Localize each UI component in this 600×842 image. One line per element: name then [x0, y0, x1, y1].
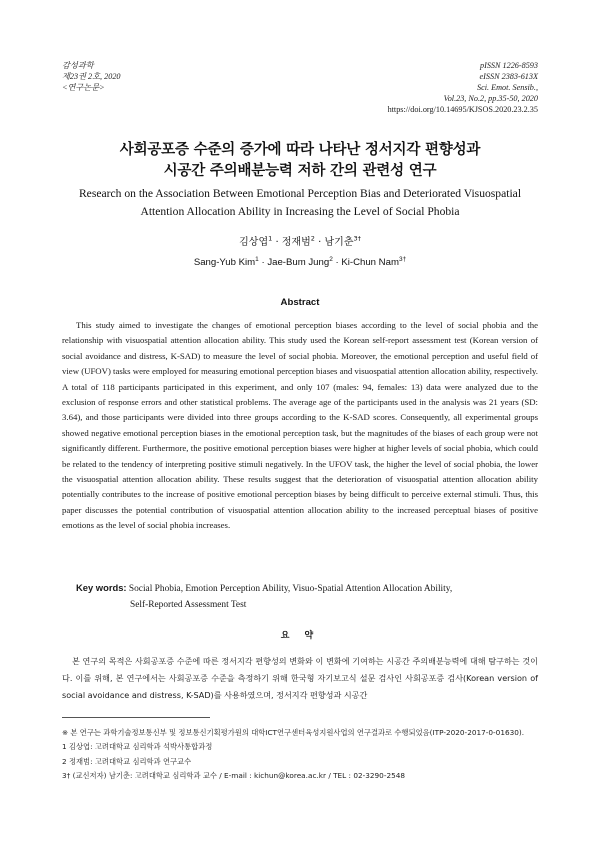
- author-name: Ki-Chun Nam: [341, 257, 399, 268]
- author-name: Jae-Bum Jung: [267, 257, 330, 268]
- journal-abbrev: Sci. Emot. Sensib.,: [477, 83, 538, 92]
- author-name: 남기춘: [324, 237, 354, 248]
- english-title-line-2: Attention Allocation Ability in Increasing the Level of Social Phobia: [140, 205, 460, 218]
- authors-korean: [40, 236, 560, 250]
- korean-title-line-2: 시공간 주의배분능력 저하 간의 관련성 연구: [163, 163, 437, 179]
- pissn: pISSN 1226-8593: [480, 61, 538, 70]
- author-separator: ·: [335, 257, 339, 268]
- korean-abstract-body: 본 연구의 목적은 사회공포증 수준에 따른 정서지각 편향성의 변화와 이 변화에 기여하는 시공간 주의배분능력에 대해 탐구하는 것이다. 이를 위해, 본 연구에서는 사회공포증 수준을 측정하기 위해 한국형 자기보고식 설문 검사인 사회공포증 검사(Korean version of social avoidance and distress, K-SAD)를 사용하였으며, 정서지각 편향성과 시공간: [62, 656, 538, 700]
- abstract-body: This study aimed to investigate the changes of emotional perception biases according to the level of social phobia and the relationship with visuospatial attention allocation ability. This study used the Korean self-report assessment test (Korean version of social avoidance and distress, K-SAD) to measure the level of social phobia. Moreover, the emotional perception and useful field of view (UFOV) tasks were employed for measuring emotional perception biases and visuospatial attention allocation ability, respectively. A total of 118 participants participated in this experiment, and only 107 (males: 94, females: 13) data were analyzed due to the exclusion of response errors and other statistical problems. The average age of the participants used in the analysis was 21 years (SD: 3.64), and those participants were divided into three groups according to the K-SAD scores. Consequently, all experimental groups showed negative emotional perception biases in the emotional perception task, but the magnitudes of the biases of each group were not significantly different. Furthermore, the positive emotional perception biases were higher at higher levels of social phobia, which could be related to the tendency of interpreting positive stimuli negatively. In the UFOV task, the higher the level of social phobia, the lower the visuospatial attention allocation ability. These results suggest that the deterioration of visuospatial attention allocation ability potentially contributes to the increase of positive emotional perception biases by being difficult to perceive external stimuli. Thus, this paper discusses the potential contribution of visuospatial attention allocation ability to the increased perceptual biases of positive emotions as the level of social phobia increases.: [62, 320, 538, 531]
- author-name: 정재범: [281, 237, 311, 248]
- affiliation-mark: 2: [329, 255, 333, 263]
- footnote-divider: [62, 717, 210, 718]
- eissn: eISSN 2383-613X: [479, 72, 538, 81]
- english-title: [40, 185, 560, 221]
- author-separator: ·: [261, 257, 265, 268]
- author-name: Sang-Yub Kim: [193, 257, 256, 268]
- keywords-label: Key words:: [76, 582, 127, 593]
- english-title-line-1: Research on the Association Between Emotional Perception Bias and Deteriorated Visuospatial: [78, 187, 522, 200]
- journal-volume: 제23권 2호, 2020: [62, 72, 121, 81]
- volume-pages: Vol.23, No.2, pp.35-50, 2020: [443, 94, 538, 103]
- keywords-line-1: Social Phobia, Emotion Perception Ability, Visuo-Spatial Attention Allocation Ability,: [128, 584, 453, 594]
- journal-header-left: [62, 60, 121, 93]
- author-name: 김상엽: [239, 237, 269, 248]
- korean-title: [40, 140, 560, 182]
- footnote-author-2: 2 정재범: 고려대학교 심리학과 연구교수: [62, 756, 192, 766]
- author-separator: ·: [275, 237, 279, 248]
- doi-link[interactable]: https://doi.org/10.14695/KJSOS.2020.23.2.35: [387, 105, 538, 114]
- keywords: [76, 580, 538, 613]
- article-type: <연구논문>: [62, 83, 105, 92]
- korean-abstract-heading: 요 약: [280, 631, 320, 641]
- footnote-corresponding-author: 3† (교신저자) 남기춘: 고려대학교 심리학과 교수 / E-mail : kichun@korea.ac.kr / TEL : 02-3290-2548: [62, 771, 406, 781]
- affiliation-mark: 1: [268, 234, 273, 243]
- footnote-funding: ※ 본 연구는 과학기술정보통신부 및 정보통신기획평가원의 대학ICT연구센터육성지원사업의 연구결과로 수행되었음(ITP-2020-2017-0-01630).: [62, 728, 525, 737]
- author-separator: ·: [318, 237, 322, 248]
- affiliation-mark: 2: [310, 234, 315, 243]
- affiliation-mark: 1: [255, 255, 259, 263]
- footnote-author-1: 1 김상엽: 고려대학교 심리학과 석박사통합과정: [62, 742, 213, 752]
- journal-header-right: [388, 60, 538, 115]
- journal-name: 감성과학: [62, 61, 94, 70]
- footnotes: [62, 726, 538, 784]
- abstract-heading: Abstract: [280, 297, 320, 308]
- affiliation-mark: 3†: [353, 234, 361, 243]
- authors-english: [40, 256, 560, 270]
- korean-title-line-1: 사회공포증 수준의 증가에 따라 나타난 정서지각 편향성과: [119, 142, 481, 158]
- affiliation-mark: 3†: [398, 255, 407, 263]
- keywords-line-2: Self-Reported Assessment Test: [130, 600, 247, 610]
